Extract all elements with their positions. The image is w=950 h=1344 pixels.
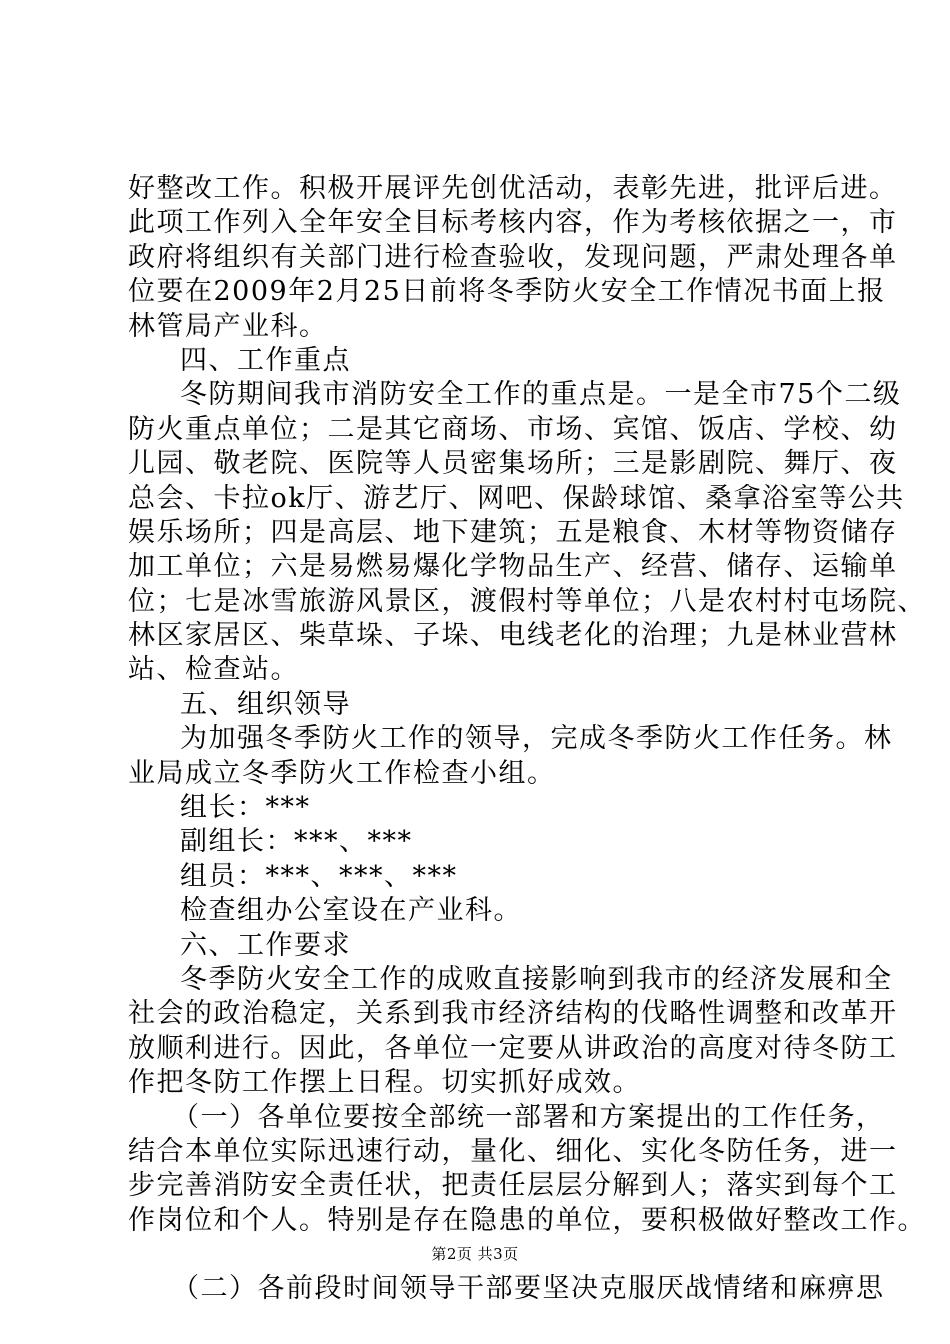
text-line: 站、检查站。 [128, 654, 299, 686]
text-line: （二）各前段时间领导干部要坚决克服厌战情绪和麻痹思 [172, 1273, 885, 1305]
text-line: 组长：*** [180, 792, 311, 824]
text-line: 五、组织领导 [180, 688, 351, 720]
text-line: 防火重点单位；二是其它商场、市场、宾馆、饭店、学校、幼 [128, 413, 898, 445]
text-line: 检查组办公室设在产业科。 [180, 895, 522, 927]
text-line: 副组长：***、*** [180, 826, 413, 858]
text-line: 冬季防火安全工作的成败直接影响到我市的经济发展和全 [180, 963, 893, 995]
text-line: 为加强冬季防火工作的领导，完成冬季防火工作任务。林 [180, 723, 893, 755]
text-line: 此项工作列入全年安全目标考核内容，作为考核依据之一，市 [128, 207, 898, 239]
text-line: 社会的政治稳定，关系到我市经济结构的伐略性调整和改革开 [128, 998, 898, 1030]
body-text [128, 172, 926, 1307]
text-line: 林管局产业科。 [128, 310, 328, 342]
text-line: 业局成立冬季防火工作检查小组。 [128, 757, 556, 789]
text-line: 儿园、敬老院、医院等人员密集场所；三是影剧院、舞厅、夜 [128, 448, 898, 480]
text-line: 作把冬防工作摆上日程。切实抓好成效。 [128, 1067, 641, 1099]
text-line: 步完善消防安全责任状，把责任层层分解到人；落实到每个工 [128, 1170, 898, 1202]
text-line: （一）各单位要按全部统一部署和方案提出的工作任务， [172, 1101, 885, 1133]
text-line: 好整改工作。积极开展评先创优活动，表彰先进，批评后进。 [128, 173, 898, 204]
text-line: 位要在2009年2月25日前将冬季防火安全工作情况书面上报 [128, 276, 886, 308]
text-line: 组员：***、***、*** [180, 860, 458, 892]
text-line: 政府将组织有关部门进行检查验收，发现问题，严肃处理各单 [128, 241, 898, 273]
text-line: 林区家居区、柴草垛、子垛、电线老化的治理；九是林业营林 [128, 620, 898, 652]
text-line: 娱乐场所；四是高层、地下建筑；五是粮食、木材等物资储存 [128, 516, 898, 548]
text-line: 六、工作要求 [180, 929, 351, 961]
text-line: 四、工作重点 [180, 344, 351, 376]
text-line: 作岗位和个人。特别是存在隐患的单位，要积极做好整改工作。 [128, 1204, 926, 1236]
text-line: 加工单位；六是易燃易爆化学物品生产、经营、储存、运输单 [128, 551, 898, 583]
text-line: 结合本单位实际迅速行动，量化、细化、实化冬防任务，进一 [128, 1135, 898, 1167]
text-line: 冬防期间我市消防安全工作的重点是。一是全市75个二级 [180, 379, 902, 411]
text-line: 放顺利进行。因此，各单位一定要从讲政治的高度对待冬防工 [128, 1032, 898, 1064]
page-footer: 第2页 共3页 [431, 1245, 519, 1263]
text-line: 总会、卡拉ok厅、游艺厅、网吧、保龄球馆、桑拿浴室等公共 [128, 482, 905, 514]
text-line: 位；七是冰雪旅游风景区，渡假村等单位；八是农村村屯场院、 [128, 585, 926, 617]
